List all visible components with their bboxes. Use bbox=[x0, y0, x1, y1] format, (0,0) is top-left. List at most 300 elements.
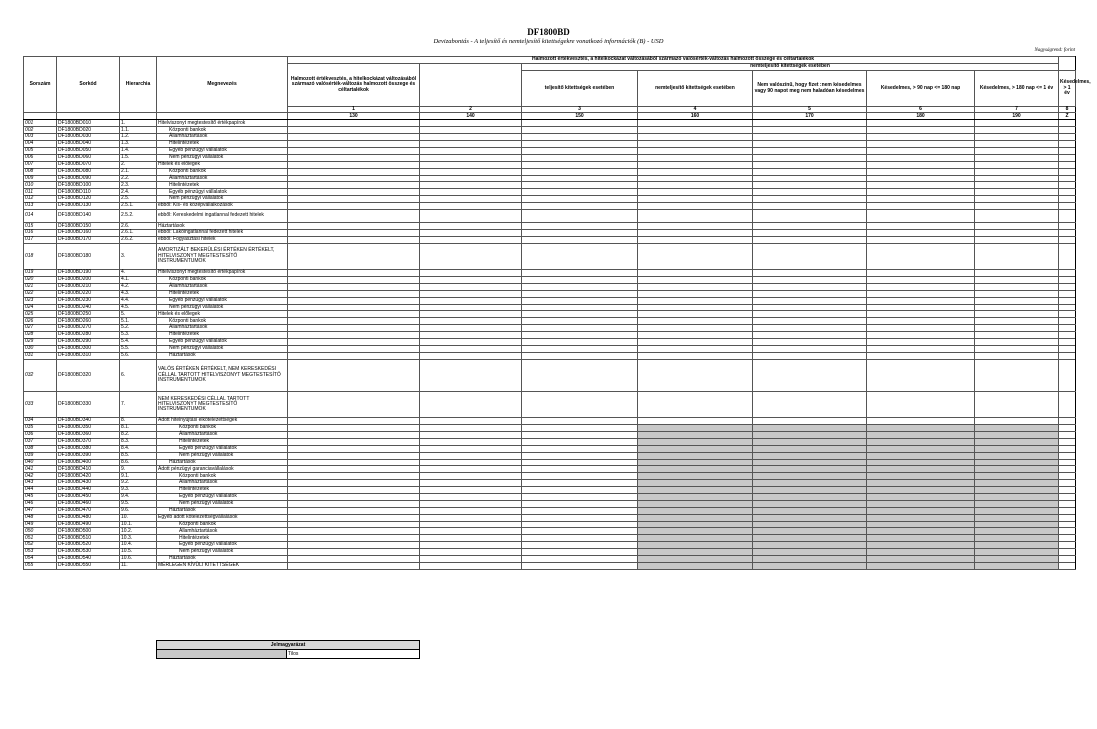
row-hierarchy: 5.6. bbox=[120, 352, 157, 359]
data-cell bbox=[1059, 359, 1076, 392]
data-cell bbox=[420, 237, 522, 244]
row-hierarchy: 9. bbox=[120, 466, 157, 473]
row-code: DF1800BD380 bbox=[57, 445, 120, 452]
data-cell bbox=[522, 161, 638, 168]
data-cell bbox=[522, 209, 638, 222]
data-cell bbox=[753, 283, 867, 290]
data-cell bbox=[522, 425, 638, 432]
data-cell bbox=[753, 141, 867, 148]
data-cell bbox=[522, 304, 638, 311]
row-hierarchy: 2.6. bbox=[120, 223, 157, 230]
row-number: 009 bbox=[24, 175, 57, 182]
data-cell bbox=[522, 542, 638, 549]
row-label: Központi bankok bbox=[157, 127, 288, 134]
row-number: 007 bbox=[24, 161, 57, 168]
data-cell bbox=[638, 168, 753, 175]
data-cell bbox=[420, 276, 522, 283]
data-cell bbox=[522, 175, 638, 182]
row-code: DF1800BD080 bbox=[57, 168, 120, 175]
row-code: DF1800BD290 bbox=[57, 338, 120, 345]
row-label: Nem pénzügyi vállalatok bbox=[157, 452, 288, 459]
data-cell bbox=[975, 432, 1059, 439]
data-cell bbox=[867, 203, 975, 210]
header-c2: teljesítő kitettségek esetében bbox=[522, 71, 638, 107]
table-row bbox=[24, 297, 1076, 304]
col-num-6: 6 bbox=[867, 107, 975, 113]
data-cell bbox=[522, 168, 638, 175]
data-cell bbox=[753, 352, 867, 359]
row-number: 046 bbox=[24, 500, 57, 507]
data-cell bbox=[288, 352, 420, 359]
data-cell bbox=[1059, 438, 1076, 445]
data-cell bbox=[867, 438, 975, 445]
data-cell bbox=[753, 154, 867, 161]
row-code: DF1800BD440 bbox=[57, 487, 120, 494]
row-hierarchy: 4.5. bbox=[120, 304, 157, 311]
data-cell bbox=[638, 196, 753, 203]
data-cell bbox=[975, 480, 1059, 487]
row-hierarchy: 4.4. bbox=[120, 297, 157, 304]
data-cell bbox=[867, 542, 975, 549]
row-hierarchy: 9.5. bbox=[120, 500, 157, 507]
data-cell bbox=[420, 556, 522, 563]
table-row bbox=[24, 521, 1076, 528]
data-cell bbox=[522, 418, 638, 425]
row-code: DF1800BD460 bbox=[57, 500, 120, 507]
data-cell bbox=[975, 134, 1059, 141]
data-cell bbox=[975, 556, 1059, 563]
row-code: DF1800BD040 bbox=[57, 141, 120, 148]
data-cell bbox=[867, 338, 975, 345]
row-hierarchy: 3. bbox=[120, 243, 157, 269]
data-cell bbox=[638, 189, 753, 196]
row-hierarchy: 5.5. bbox=[120, 345, 157, 352]
data-cell bbox=[638, 270, 753, 277]
row-number: 029 bbox=[24, 338, 57, 345]
data-cell bbox=[522, 549, 638, 556]
data-cell bbox=[420, 154, 522, 161]
row-label: Nem pénzügyi vállalatok bbox=[157, 196, 288, 203]
row-code: DF1800BD010 bbox=[57, 120, 120, 127]
data-cell bbox=[522, 290, 638, 297]
row-label: Egyéb pénzügyi vállalatok bbox=[157, 147, 288, 154]
data-cell bbox=[975, 168, 1059, 175]
row-label: NEM KERESKEDÉSI CÉLLAL TARTOTT HITELVISZONYT MEGTESTESÍTŐ INSTRUMENTUMOK bbox=[157, 392, 288, 418]
data-cell bbox=[288, 189, 420, 196]
table-row bbox=[24, 562, 1076, 569]
data-cell bbox=[867, 270, 975, 277]
row-number: 051 bbox=[24, 535, 57, 542]
row-number: 022 bbox=[24, 290, 57, 297]
data-cell bbox=[867, 352, 975, 359]
data-cell bbox=[1059, 230, 1076, 237]
row-label: Nem pénzügyi vállalatok bbox=[157, 345, 288, 352]
data-cell bbox=[1059, 283, 1076, 290]
data-cell bbox=[975, 425, 1059, 432]
data-cell bbox=[1059, 147, 1076, 154]
data-cell bbox=[522, 556, 638, 563]
data-cell bbox=[1059, 425, 1076, 432]
report-subtitle: Devizabontás - A teljesítő és nemteljesítő kitettségekre vonatkozó információk (B) - USD bbox=[433, 38, 664, 45]
row-number: 010 bbox=[24, 182, 57, 189]
data-cell bbox=[975, 318, 1059, 325]
row-number: 001 bbox=[24, 120, 57, 127]
data-cell bbox=[288, 528, 420, 535]
data-cell bbox=[975, 243, 1059, 269]
data-cell bbox=[522, 521, 638, 528]
row-code: DF1800BD200 bbox=[57, 276, 120, 283]
table-row bbox=[24, 237, 1076, 244]
data-cell bbox=[288, 562, 420, 569]
data-cell bbox=[638, 120, 753, 127]
data-cell bbox=[420, 283, 522, 290]
row-number: 043 bbox=[24, 480, 57, 487]
row-hierarchy: 8.1. bbox=[120, 425, 157, 432]
row-hierarchy: 9.4. bbox=[120, 494, 157, 501]
data-cell bbox=[522, 311, 638, 318]
row-hierarchy: 2.6.1. bbox=[120, 230, 157, 237]
row-hierarchy: 9.6. bbox=[120, 507, 157, 514]
data-cell bbox=[522, 189, 638, 196]
data-cell bbox=[753, 494, 867, 501]
row-hierarchy: 10.5. bbox=[120, 549, 157, 556]
data-cell bbox=[867, 290, 975, 297]
data-cell bbox=[288, 237, 420, 244]
row-code: DF1800BD140 bbox=[57, 209, 120, 222]
data-cell bbox=[288, 418, 420, 425]
data-cell bbox=[1059, 127, 1076, 134]
data-cell bbox=[975, 209, 1059, 222]
data-cell bbox=[753, 196, 867, 203]
data-cell bbox=[753, 418, 867, 425]
row-hierarchy: 4.3. bbox=[120, 290, 157, 297]
data-cell bbox=[1059, 189, 1076, 196]
unit-label: Nagyságrend: forint bbox=[1034, 48, 1075, 53]
data-cell bbox=[975, 466, 1059, 473]
data-cell bbox=[867, 237, 975, 244]
data-cell bbox=[975, 297, 1059, 304]
data-cell bbox=[867, 549, 975, 556]
row-code: DF1800BD150 bbox=[57, 223, 120, 230]
data-cell bbox=[753, 325, 867, 332]
data-cell bbox=[288, 438, 420, 445]
col-num-5: 5 bbox=[753, 107, 867, 113]
data-cell bbox=[420, 466, 522, 473]
row-hierarchy: 9.1. bbox=[120, 473, 157, 480]
data-cell bbox=[638, 182, 753, 189]
data-cell bbox=[638, 203, 753, 210]
data-cell bbox=[638, 209, 753, 222]
data-cell bbox=[522, 487, 638, 494]
row-hierarchy: 8. bbox=[120, 418, 157, 425]
data-cell bbox=[522, 466, 638, 473]
row-label: MÉRLEGEN KÍVÜLI KITETTSÉGEK bbox=[157, 562, 288, 569]
data-cell bbox=[420, 507, 522, 514]
data-cell bbox=[288, 359, 420, 392]
row-hierarchy: 2.1. bbox=[120, 168, 157, 175]
data-cell bbox=[975, 304, 1059, 311]
row-number: 042 bbox=[24, 473, 57, 480]
data-cell bbox=[288, 243, 420, 269]
data-cell bbox=[522, 223, 638, 230]
data-cell bbox=[420, 297, 522, 304]
row-code: DF1800BD270 bbox=[57, 325, 120, 332]
data-cell bbox=[638, 147, 753, 154]
row-hierarchy: 4.2. bbox=[120, 283, 157, 290]
row-number: 047 bbox=[24, 507, 57, 514]
data-cell bbox=[867, 480, 975, 487]
data-cell bbox=[638, 487, 753, 494]
data-cell bbox=[753, 270, 867, 277]
data-cell bbox=[1059, 120, 1076, 127]
data-cell bbox=[420, 500, 522, 507]
data-cell bbox=[753, 562, 867, 569]
data-cell bbox=[975, 418, 1059, 425]
data-cell bbox=[522, 500, 638, 507]
header-c1: Halmozott értékvesztés, a hitelkockázat változásából származó valósérték-változás halmozott összege és céltartalékok bbox=[288, 64, 420, 107]
data-cell bbox=[522, 237, 638, 244]
data-cell bbox=[638, 243, 753, 269]
data-cell bbox=[288, 203, 420, 210]
data-cell bbox=[522, 452, 638, 459]
data-cell bbox=[288, 452, 420, 459]
data-cell bbox=[753, 432, 867, 439]
data-cell bbox=[288, 270, 420, 277]
data-cell bbox=[420, 196, 522, 203]
data-cell bbox=[867, 514, 975, 521]
row-number: 026 bbox=[24, 318, 57, 325]
row-code: DF1800BD020 bbox=[57, 127, 120, 134]
header-group-nem: nemteljesítő kitettségek esetében bbox=[522, 64, 1059, 71]
row-number: 035 bbox=[24, 425, 57, 432]
data-cell bbox=[638, 473, 753, 480]
data-cell bbox=[867, 243, 975, 269]
data-cell bbox=[288, 283, 420, 290]
data-cell bbox=[1059, 318, 1076, 325]
row-number: 021 bbox=[24, 283, 57, 290]
header-c7: Késedelmes, > 1 év bbox=[1059, 71, 1076, 107]
data-cell bbox=[867, 209, 975, 222]
data-cell bbox=[288, 154, 420, 161]
row-hierarchy: 4.1. bbox=[120, 276, 157, 283]
data-cell bbox=[975, 161, 1059, 168]
code-blank-4 bbox=[157, 113, 288, 120]
row-label: ebből: Fogyasztási hitelek bbox=[157, 237, 288, 244]
data-cell bbox=[1059, 243, 1076, 269]
row-label: Nem pénzügyi vállalatok bbox=[157, 304, 288, 311]
data-cell bbox=[288, 466, 420, 473]
data-cell bbox=[975, 196, 1059, 203]
data-cell bbox=[420, 318, 522, 325]
row-hierarchy: 2.5.1. bbox=[120, 203, 157, 210]
code-blank-3 bbox=[120, 113, 157, 120]
data-cell bbox=[975, 535, 1059, 542]
row-number: 018 bbox=[24, 243, 57, 269]
data-cell bbox=[288, 182, 420, 189]
data-cell bbox=[420, 445, 522, 452]
data-cell bbox=[420, 304, 522, 311]
data-cell bbox=[638, 556, 753, 563]
row-number: 034 bbox=[24, 418, 57, 425]
data-cell bbox=[975, 352, 1059, 359]
data-cell bbox=[753, 168, 867, 175]
row-hierarchy: 7. bbox=[120, 392, 157, 418]
data-cell bbox=[1059, 134, 1076, 141]
header-hierarchia: Hierarchia bbox=[120, 57, 157, 113]
row-code: DF1800BD420 bbox=[57, 473, 120, 480]
header-c6: Késedelmes, > 180 nap <= 1 év bbox=[975, 71, 1059, 107]
data-cell bbox=[1059, 154, 1076, 161]
data-cell bbox=[867, 345, 975, 352]
data-cell bbox=[522, 318, 638, 325]
col-num-4: 4 bbox=[638, 107, 753, 113]
data-cell bbox=[975, 562, 1059, 569]
data-cell bbox=[420, 338, 522, 345]
column-code-row bbox=[24, 113, 1076, 120]
row-number: 030 bbox=[24, 345, 57, 352]
data-cell bbox=[1059, 494, 1076, 501]
data-cell bbox=[753, 203, 867, 210]
data-cell bbox=[975, 392, 1059, 418]
row-number: 041 bbox=[24, 466, 57, 473]
row-label: Központi bankok bbox=[157, 473, 288, 480]
data-cell bbox=[867, 473, 975, 480]
data-cell bbox=[420, 452, 522, 459]
row-hierarchy: 1.1. bbox=[120, 127, 157, 134]
data-cell bbox=[638, 507, 753, 514]
data-cell bbox=[1059, 290, 1076, 297]
legend-item: Tilos bbox=[287, 650, 420, 659]
col-num-2: 2 bbox=[420, 107, 522, 113]
data-cell bbox=[975, 542, 1059, 549]
row-code: DF1800BD400 bbox=[57, 459, 120, 466]
data-cell bbox=[1059, 418, 1076, 425]
row-label: Államháztartások bbox=[157, 528, 288, 535]
data-cell bbox=[975, 311, 1059, 318]
data-cell bbox=[867, 507, 975, 514]
table-row bbox=[24, 209, 1076, 222]
data-cell bbox=[420, 438, 522, 445]
data-cell bbox=[753, 487, 867, 494]
data-cell bbox=[1059, 473, 1076, 480]
data-cell bbox=[420, 418, 522, 425]
data-cell bbox=[420, 352, 522, 359]
data-cell bbox=[522, 445, 638, 452]
row-number: 040 bbox=[24, 459, 57, 466]
data-cell bbox=[288, 432, 420, 439]
row-number: 020 bbox=[24, 276, 57, 283]
data-cell bbox=[753, 237, 867, 244]
table-body bbox=[24, 120, 1076, 569]
data-cell bbox=[420, 521, 522, 528]
data-cell bbox=[522, 494, 638, 501]
data-cell bbox=[753, 549, 867, 556]
row-hierarchy: 1.3. bbox=[120, 141, 157, 148]
report-table bbox=[23, 56, 1091, 570]
row-label: Államháztartások bbox=[157, 480, 288, 487]
data-cell bbox=[975, 147, 1059, 154]
row-code: DF1800BD340 bbox=[57, 418, 120, 425]
row-hierarchy: 8.4. bbox=[120, 445, 157, 452]
data-cell bbox=[753, 359, 867, 392]
row-code: DF1800BD260 bbox=[57, 318, 120, 325]
data-cell bbox=[1059, 535, 1076, 542]
data-cell bbox=[975, 549, 1059, 556]
data-cell bbox=[638, 542, 753, 549]
data-cell bbox=[288, 507, 420, 514]
data-cell bbox=[522, 392, 638, 418]
data-cell bbox=[288, 549, 420, 556]
data-cell bbox=[1059, 528, 1076, 535]
data-cell bbox=[420, 359, 522, 392]
row-code: DF1800BD550 bbox=[57, 562, 120, 569]
table-row bbox=[24, 168, 1076, 175]
data-cell bbox=[753, 230, 867, 237]
data-cell bbox=[753, 311, 867, 318]
data-cell bbox=[420, 182, 522, 189]
data-cell bbox=[638, 459, 753, 466]
data-cell bbox=[753, 480, 867, 487]
row-hierarchy: 2.2. bbox=[120, 175, 157, 182]
data-cell bbox=[420, 562, 522, 569]
data-cell bbox=[420, 459, 522, 466]
row-number: 031 bbox=[24, 352, 57, 359]
table-row bbox=[24, 466, 1076, 473]
row-hierarchy: 2.5.2. bbox=[120, 209, 157, 222]
data-cell bbox=[753, 318, 867, 325]
row-label: AMORTIZÁLT BEKERÜLÉSI ÉRTÉKEN ÉRTÉKELT, HITELVISZONYT MEGTESTESÍTŐ INSTRUMENTUMOK bbox=[157, 243, 288, 269]
data-cell bbox=[420, 535, 522, 542]
row-label: Egyéb pénzügyi vállalatok bbox=[157, 445, 288, 452]
data-cell bbox=[638, 438, 753, 445]
row-hierarchy: 2. bbox=[120, 161, 157, 168]
row-code: DF1800BD110 bbox=[57, 189, 120, 196]
data-cell bbox=[753, 392, 867, 418]
data-cell bbox=[638, 318, 753, 325]
data-cell bbox=[420, 270, 522, 277]
data-cell bbox=[638, 311, 753, 318]
data-cell bbox=[420, 325, 522, 332]
data-cell bbox=[638, 276, 753, 283]
data-cell bbox=[1059, 175, 1076, 182]
row-number: 050 bbox=[24, 528, 57, 535]
data-cell bbox=[522, 432, 638, 439]
row-label: Központi bankok bbox=[157, 425, 288, 432]
col-num-3: 3 bbox=[522, 107, 638, 113]
header-megnevezes: Megnevezés bbox=[157, 57, 288, 113]
data-cell bbox=[867, 127, 975, 134]
row-code: DF1800BD480 bbox=[57, 514, 120, 521]
data-cell bbox=[288, 542, 420, 549]
data-cell bbox=[288, 161, 420, 168]
data-cell bbox=[522, 562, 638, 569]
row-label: Hitelintézetek bbox=[157, 438, 288, 445]
table-row bbox=[24, 359, 1076, 392]
data-cell bbox=[420, 223, 522, 230]
data-cell bbox=[420, 243, 522, 269]
data-cell bbox=[975, 514, 1059, 521]
data-cell bbox=[522, 154, 638, 161]
data-cell bbox=[638, 352, 753, 359]
data-cell bbox=[753, 445, 867, 452]
col-code-2: 140 bbox=[420, 113, 522, 120]
data-cell bbox=[420, 230, 522, 237]
data-cell bbox=[522, 141, 638, 148]
data-cell bbox=[867, 120, 975, 127]
row-label: Háztartások bbox=[157, 223, 288, 230]
row-hierarchy: 2.4. bbox=[120, 189, 157, 196]
data-cell bbox=[522, 528, 638, 535]
